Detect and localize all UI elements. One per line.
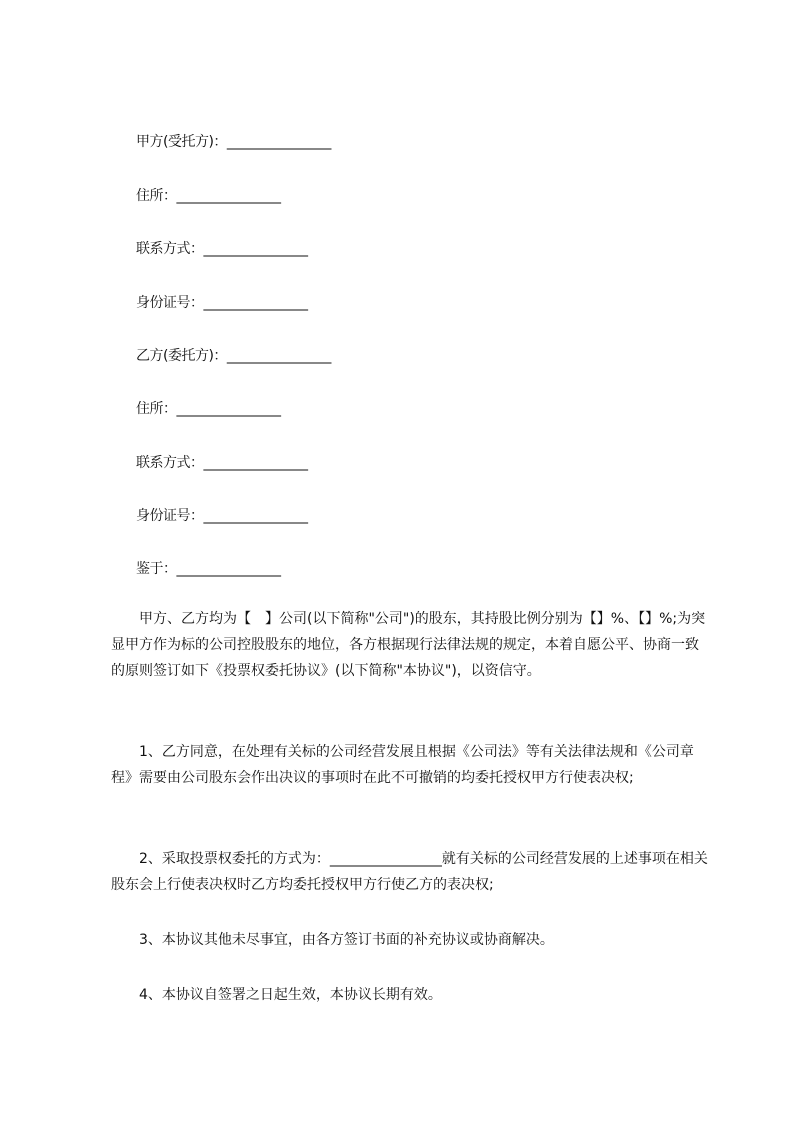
party-b-id-number: 身份证号：________________ <box>136 508 308 524</box>
party-a-id-number: 身份证号：________________ <box>136 295 308 311</box>
clause-4: 4、本协议自签署之日起生效，本协议长期有效。 <box>111 987 442 1003</box>
whereas-line: 鉴于：________________ <box>136 561 281 577</box>
party-b-address: 住所：________________ <box>136 401 281 417</box>
party-a-title: 甲方(受托方)：________________ <box>136 134 331 150</box>
preamble-paragraph: 甲方、乙方均为【 】公司(以下简称"公司")的股东，其持股比例分别为【】%、【】%;为突显甲方作为标的公司控股股东的地位，各方根据现行法律法规的规定，本着自愿公平、协商一致的原则签订如下《投票权委托协议》(以下简称"本协议")，以资信守。 <box>111 611 706 679</box>
clause-2: 2、采取投票权委托的方式为：________________就有关标的公司经营发展的上述事项在相关股东会上行使表决权时乙方均委托授权甲方行使乙方的表决权; <box>111 851 708 893</box>
clause-1: 1、乙方同意，在处理有关标的公司经营发展且根据《公司法》等有关法律法规和《公司章程》需要由公司股东会作出决议的事项时在此不可撤销的均委托授权甲方行使表决权; <box>111 744 694 786</box>
party-b-title: 乙方(委托方)：________________ <box>136 348 331 364</box>
clause-3: 3、本协议其他未尽事宜，由各方签订书面的补充协议或协商解决。 <box>111 932 554 948</box>
party-a-address: 住所：________________ <box>136 188 281 204</box>
party-b-contact: 联系方式：________________ <box>136 455 308 471</box>
party-a-contact: 联系方式：________________ <box>136 241 308 257</box>
